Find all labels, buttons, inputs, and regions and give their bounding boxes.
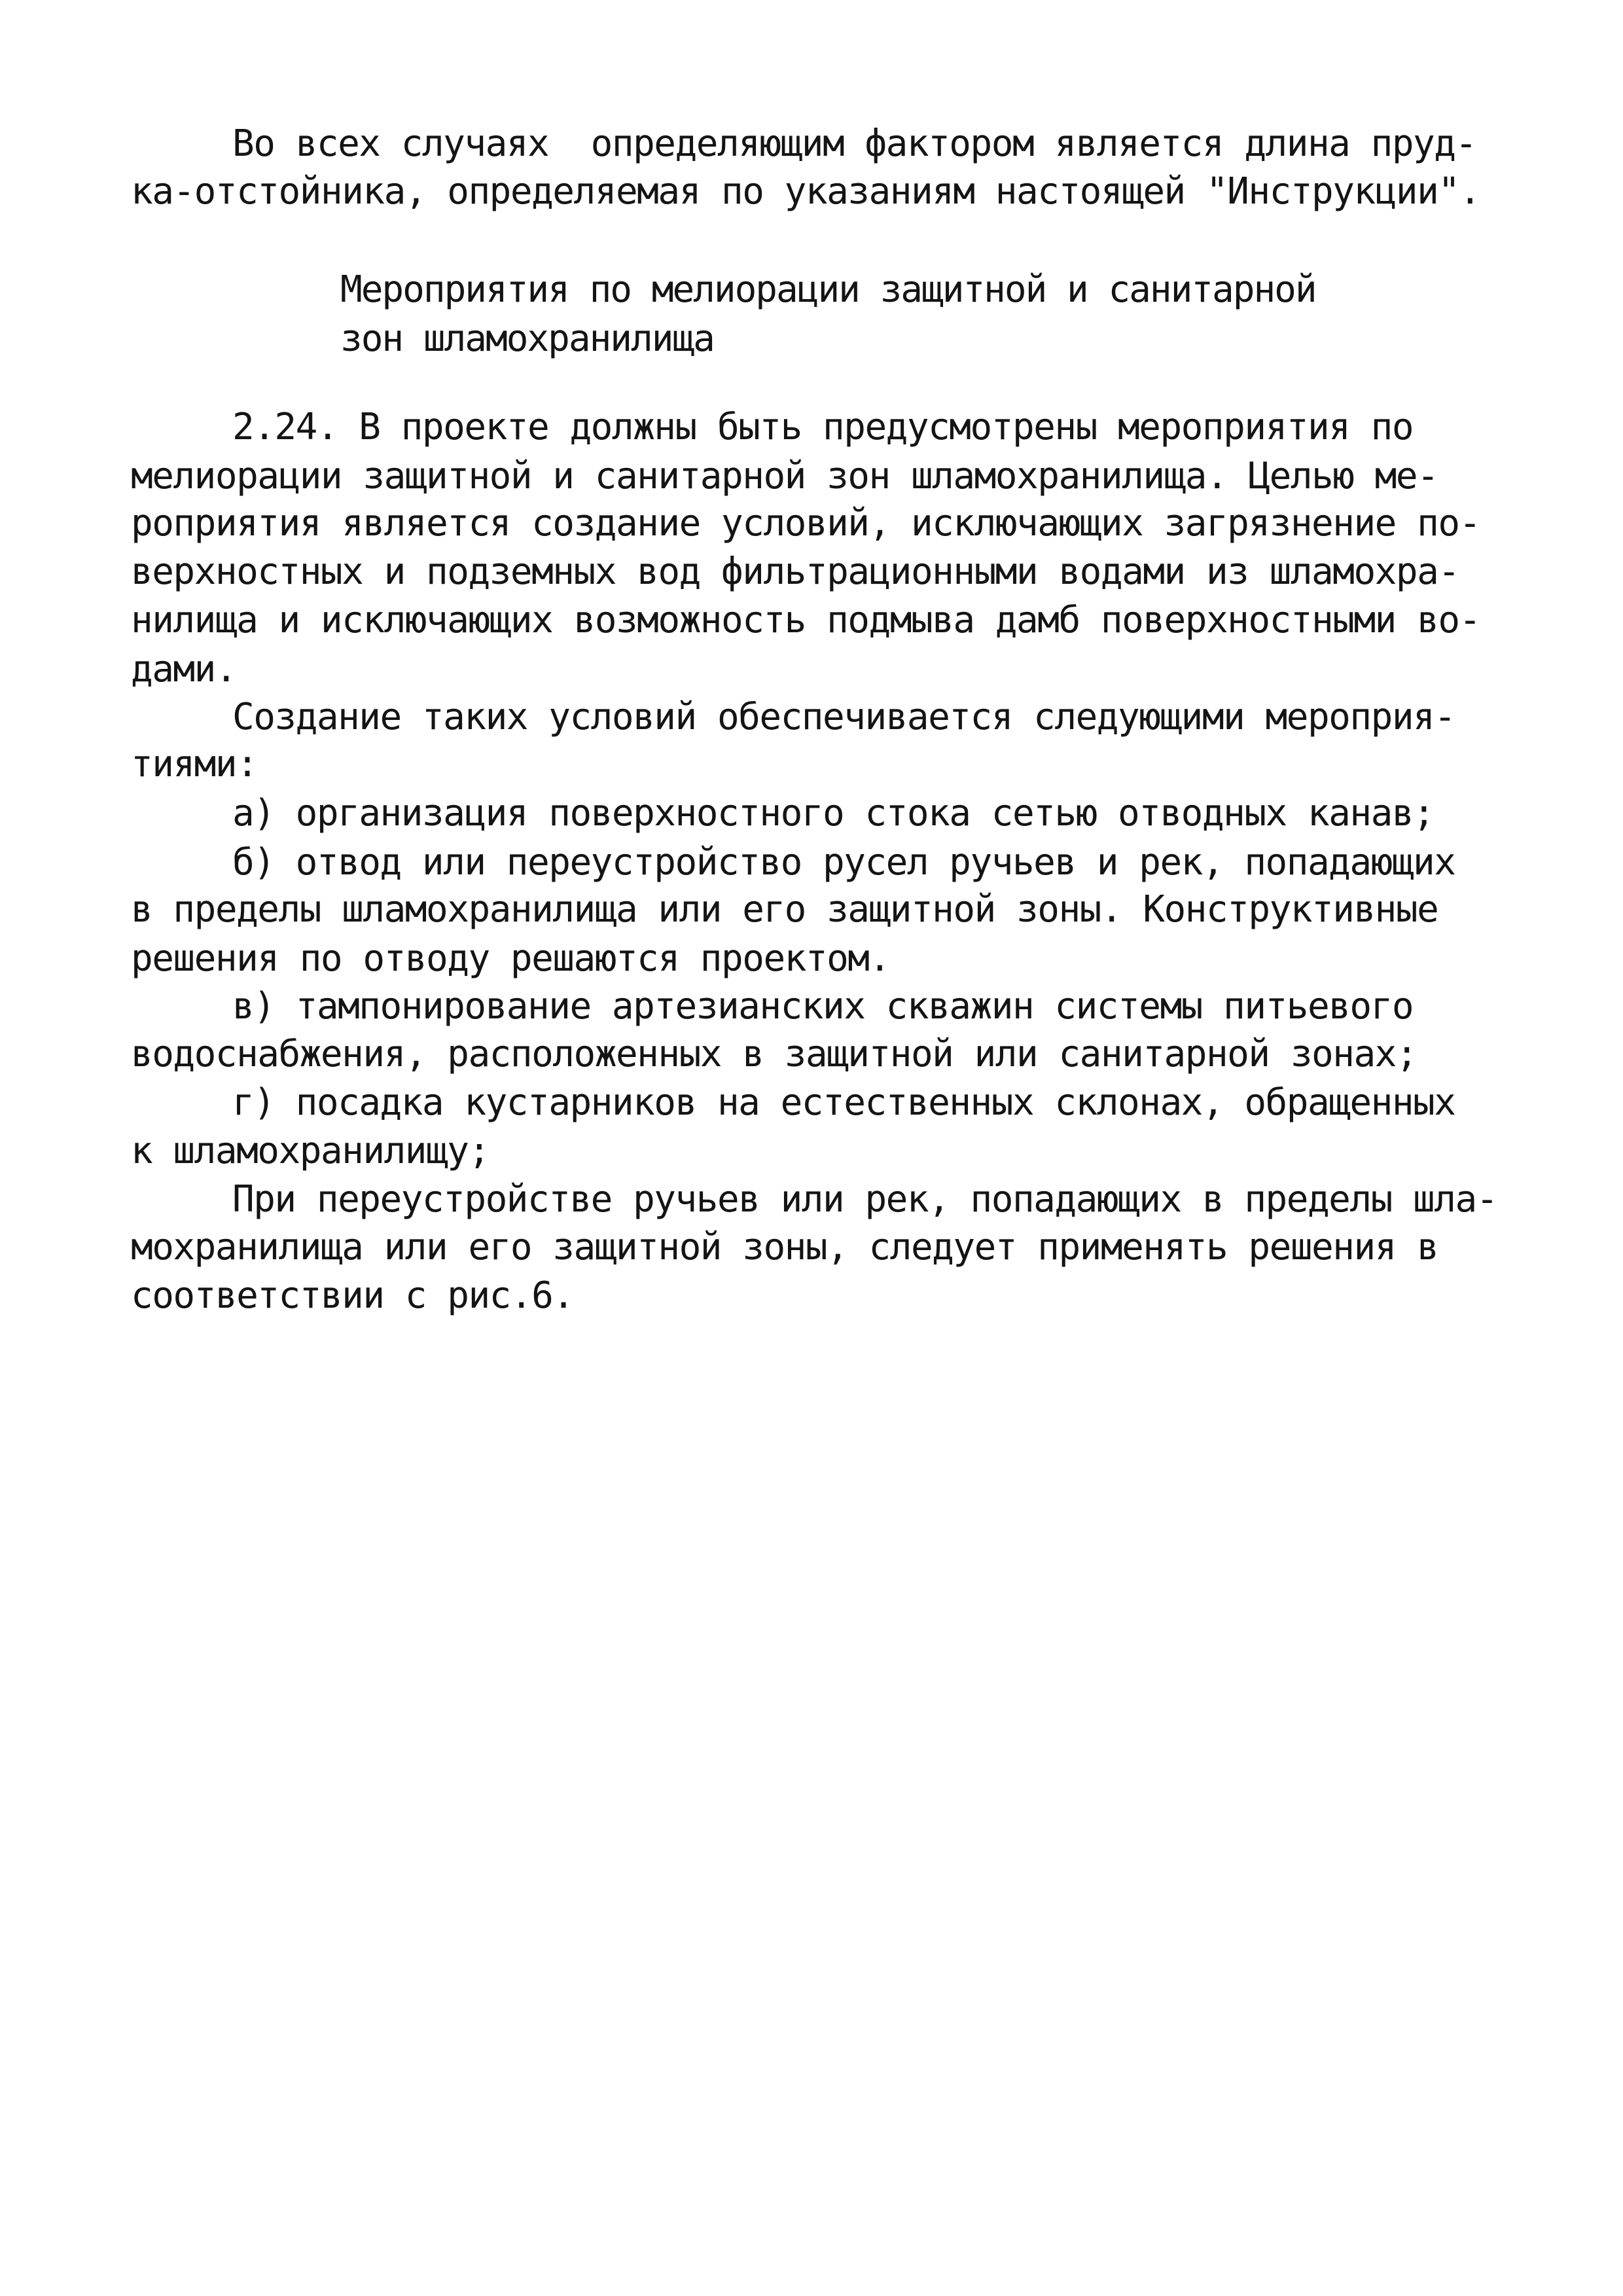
- conditions-intro-line-2: тиями:: [131, 743, 258, 785]
- intro-line-2: ка-отстойника, определяемая по указаниям настоящей "Инструкции".: [131, 170, 1480, 213]
- measure-v-line-2: водоснабжения, расположенных в защитной или санитарной зонах;: [131, 1033, 1418, 1075]
- measure-b-line-3: решения по отводу решаются проектом.: [131, 937, 890, 980]
- closing-line-2: мохранилища или его защитной зоны, следует применять решения в: [131, 1226, 1438, 1268]
- clause-2-24-line-4: верхностных и подземных вод фильтрационными водами из шламохра-: [131, 550, 1459, 593]
- measure-b-line-1: б) отвод или переустройство русел ручьев и рек, попадающих: [232, 841, 1455, 884]
- clause-2-24-line-2: мелиорации защитной и санитарной зон шламохранилища. Целью ме-: [131, 455, 1438, 497]
- measure-b-line-2: в пределы шламохранилища или его защитной зоны. Конструктивные: [131, 888, 1438, 931]
- intro-line-1: Во всех случаях определяющим фактором является длина пруд-: [232, 122, 1476, 165]
- closing-line-1: При переустройстве ручьев или рек, попадающих в пределы шла-: [232, 1178, 1497, 1221]
- clause-2-24-line-3: роприятия является создание условий, исключающих загрязнение по-: [131, 502, 1480, 545]
- conditions-intro-line-1: Создание таких условий обеспечивается следующими мероприя-: [232, 696, 1455, 738]
- clause-2-24-line-1: 2.24. В проекте должны быть предусмотрены мероприятия по: [232, 406, 1414, 448]
- section-heading-line-1: Мероприятия по мелиорации защитной и санитарной: [340, 268, 1316, 311]
- measure-v-line-1: в) тампонирование артезианских скважин системы питьевого: [232, 985, 1414, 1028]
- clause-2-24-line-5: нилища и исключающих возможность подмыва дамб поверхностными во-: [131, 599, 1480, 641]
- closing-line-3: соответствии с рис.6.: [131, 1274, 574, 1317]
- measure-g-line-1: г) посадка кустарников на естественных склонах, обращенных: [232, 1081, 1455, 1124]
- measure-a-line-1: а) организация поверхностного стока сетью отводных канав;: [232, 792, 1435, 834]
- measure-g-line-2: к шламохранилищу;: [131, 1130, 490, 1172]
- clause-2-24-line-6: дами.: [131, 648, 237, 691]
- section-heading-line-2: зон шламохранилища: [340, 317, 714, 360]
